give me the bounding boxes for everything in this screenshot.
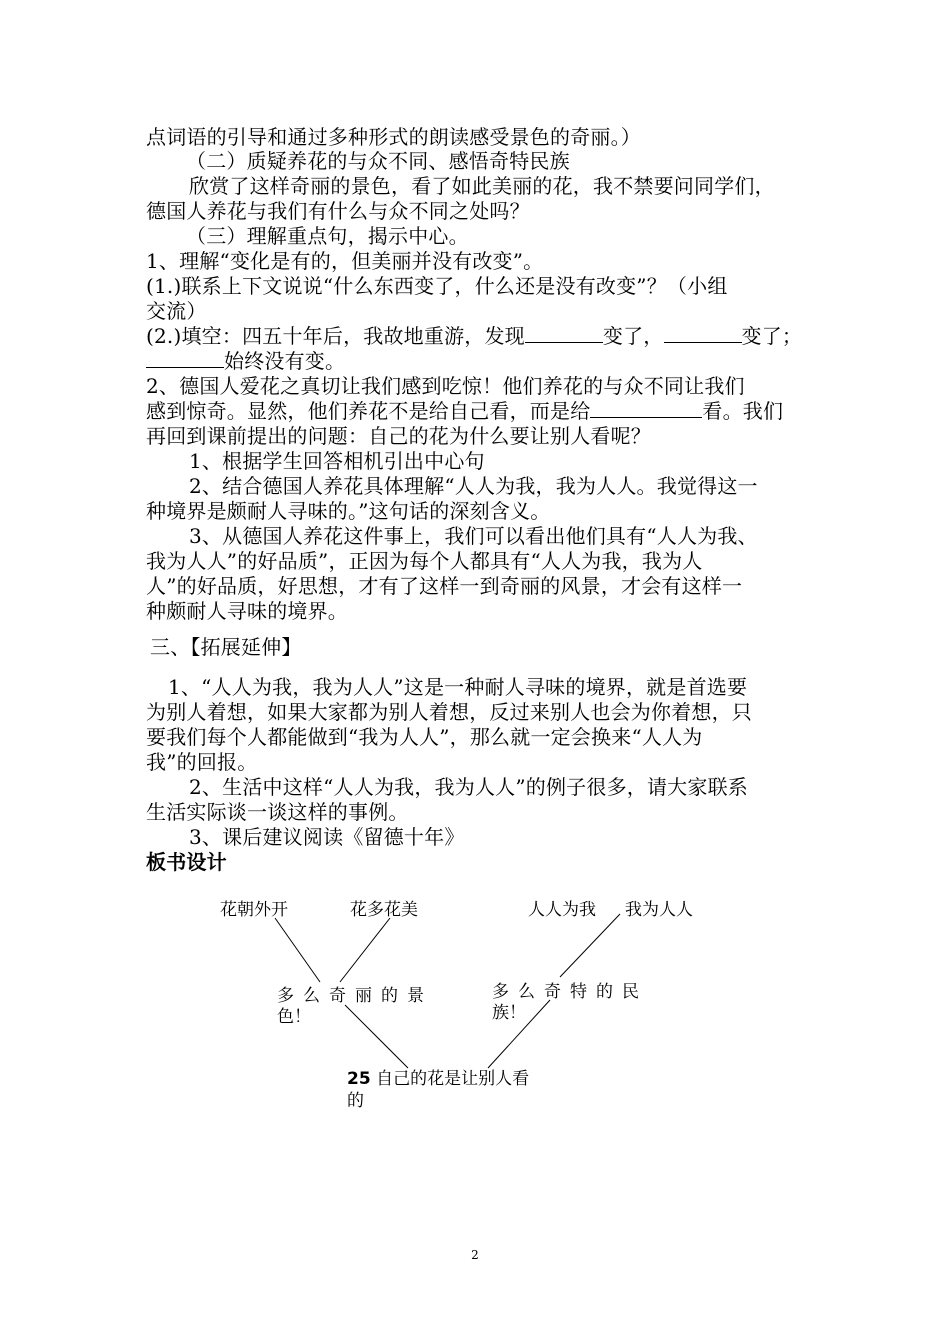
- paragraph-line: 2、德国人爱花之真切让我们感到吃惊！他们养花的与众不同让我们: [146, 374, 745, 398]
- paragraph-line: 我”的回报。: [146, 750, 258, 774]
- paragraph-line: 2、生活中这样“人人为我，我为人人”的例子很多，请大家联系: [189, 775, 748, 799]
- paragraph-line: 1、理解“变化是有的，但美丽并没有改变”。: [146, 249, 544, 273]
- board-node-flowers-outward: 花朝外开: [220, 900, 288, 920]
- paragraph-line: 点词语的引导和通过多种形式的朗读感受景色的奇丽。）: [146, 125, 641, 149]
- connector-line: [275, 918, 320, 982]
- page-number: 2: [471, 1248, 479, 1262]
- board-node-nation-cont: 族！: [492, 1003, 526, 1023]
- center-text: 自己的花是让别人看: [376, 1069, 530, 1089]
- connector-line: [560, 914, 620, 977]
- board-node-nation: 多么奇特的民: [492, 982, 648, 1002]
- lesson-number: 25: [347, 1069, 371, 1089]
- board-node-all-for-me: 人人为我: [528, 900, 596, 920]
- subheading-3: （三）理解重点句，揭示中心。: [186, 224, 469, 248]
- paragraph-line: 交流）: [146, 299, 207, 323]
- board-node-scenery-cont: 色！: [277, 1007, 311, 1027]
- paragraph-line: 种颇耐人寻味的境界。: [146, 599, 348, 623]
- fill-blank-text: 变了，: [602, 324, 664, 348]
- paragraph-line: (1.)联系上下文说说“什么东西变了，什么还是没有改变”？（小组: [146, 274, 728, 298]
- fill-blank-text: 始终没有变。: [224, 349, 346, 373]
- paragraph-line: 3、从德国人养花这件事上，我们可以看出他们具有“人人为我、: [189, 524, 758, 548]
- board-node-scenery: 多么奇丽的景: [277, 986, 433, 1006]
- board-design-heading: 板书设计: [146, 850, 227, 874]
- board-node-center: [347, 1067, 529, 1091]
- paragraph-line: 德国人养花与我们有什么与众不同之处吗？: [146, 199, 530, 223]
- paragraph-line: 我为人人”的好品质”，正因为每个人都具有“人人为我，我为人: [146, 549, 703, 573]
- section-heading: 三、【拓展延伸】: [150, 635, 302, 659]
- paragraph-line: 再回到课前提出的问题：自己的花为什么要让别人看呢？: [146, 424, 651, 448]
- paragraph-line: 种境界是颇耐人寻味的。”这句话的深刻含义。: [146, 499, 551, 523]
- connector-line: [340, 918, 390, 982]
- board-node-me-for-all: 我为人人: [625, 900, 693, 920]
- paragraph-line: 生活实际谈一谈这样的事例。: [146, 800, 409, 824]
- paragraph-line: 为别人着想，如果大家都为别人着想，反过来别人也会为你着想，只: [146, 700, 752, 724]
- connector-line: [345, 1005, 408, 1068]
- paragraph-line: 1、根据学生回答相机引出中心句: [189, 449, 485, 473]
- board-node-many-flowers: 花多花美: [350, 900, 418, 920]
- paragraph-line: 1、“人人为我，我为人人”这是一种耐人寻味的境界，就是首选要: [168, 675, 748, 699]
- fill-blank-text: (2.)填空：四五十年后，我故地重游，发现: [146, 324, 525, 348]
- paragraph-line: 欣赏了这样奇丽的景色，看了如此美丽的花，我不禁要问同学们，: [189, 174, 775, 198]
- fill-blank-text: 感到惊奇。显然，他们养花不是给自己看，而是给: [146, 399, 591, 423]
- paragraph-line: 3、课后建议阅读《留德十年》: [189, 825, 465, 849]
- subheading-2: （二）质疑养花的与众不同、感悟奇特民族: [186, 149, 570, 173]
- board-node-center-cont: 的: [347, 1091, 364, 1111]
- fill-blank-text: 看。我们: [702, 399, 784, 423]
- paragraph-line: 要我们每个人都能做到“我为人人”，那么就一定会换来“人人为: [146, 725, 703, 749]
- paragraph-line: 人”的好品质，好思想，才有了这样一到奇丽的风景，才会有这样一: [146, 574, 743, 598]
- paragraph-line: 2、结合德国人养花具体理解“人人为我，我为人人。我觉得这一: [189, 474, 758, 498]
- fill-blank-text: 变了；: [741, 324, 803, 348]
